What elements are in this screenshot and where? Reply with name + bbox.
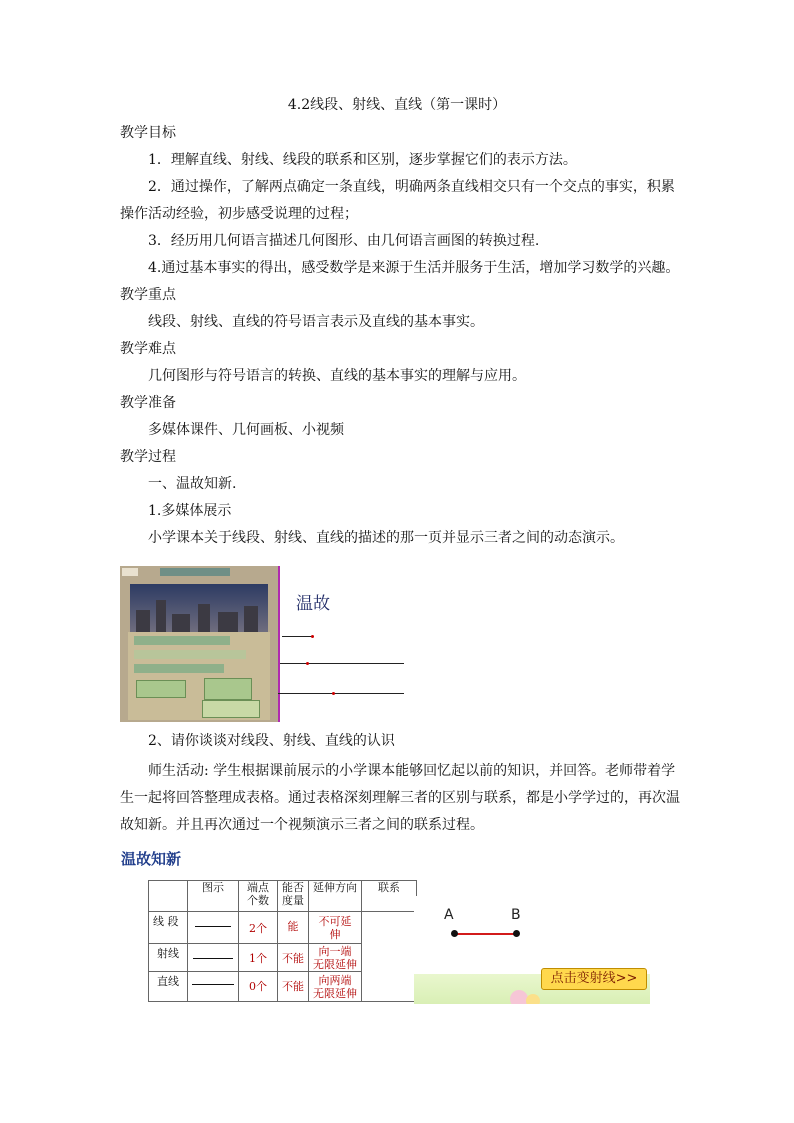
photo-text-strip [134,636,230,645]
straight-line [278,693,404,694]
line-point [332,692,335,695]
row-direction: 向一端 无限延伸 [309,944,362,972]
step-1-1: 1.多媒体展示 [148,503,232,519]
prep-text: 多媒体课件、几何画板、小视频 [148,422,344,438]
activity-line-2: 生一起将回答整理成表格。通过表格深刻理解三者的区别与联系，都是小学学过的，再次温 [120,790,680,806]
doc-title: 4.2线段、射线、直线（第一课时） [287,97,507,113]
goal-2a: 2．通过操作，了解两点确定一条直线，明确两条直线相交只有一个交点的事实，积累 [148,179,675,195]
photo-text-strip [134,650,246,659]
textbook-photo [120,566,278,722]
row-direction: 不可延 伸 [309,912,362,944]
row-measure: 不能 [278,972,309,1002]
ray-line [280,663,404,664]
row-endpoints: 1个 [239,944,278,972]
row-name: 直线 [149,972,188,1002]
segment-line [282,636,312,637]
key-text: 线段、射线、直线的符号语言表示及直线的基本事实。 [148,314,484,330]
point-b-label: B [511,907,521,923]
slide-title: 温故 [296,594,330,614]
diagram-line [188,972,239,1002]
point-a [451,930,458,937]
segment-endpoint [311,635,314,638]
diagram-ray [188,944,239,972]
activity-line-3: 故知新。并且再次通过一个视频演示三者之间的联系过程。 [120,817,484,833]
segment-ab [455,933,517,935]
diagram-segment [188,912,239,944]
row-endpoints: 0个 [239,972,278,1002]
animation-panel [414,896,650,1004]
row-measure: 能 [278,912,309,944]
slide-divider [278,566,280,722]
photo-speech-box [202,700,260,718]
photo-text-strip [134,664,224,673]
step-1: 一、温故知新. [148,476,237,492]
table-header-relation: 联系 [362,881,417,912]
goal-4: 4.通过基本事实的得出，感受数学是来源于生活并服务于生活，增加学习数学的兴趣。 [148,260,680,276]
row-name: 线 段 [149,912,188,944]
difficulty-text: 几何图形与符号语言的转换、直线的基本事实的理解与应用。 [148,368,526,384]
goal-1: 1．理解直线、射线、线段的联系和区别，逐步掌握它们的表示方法。 [148,152,577,168]
point-a-label: A [444,907,454,923]
comparison-table [148,880,417,1002]
photo-corner-label [122,568,138,576]
flower-decoration [526,994,540,1004]
table-heading: 温故知新 [121,850,182,868]
heading-difficulty: 教学难点 [120,341,176,357]
photo-page-header [160,568,230,576]
table-header-empty [149,881,188,912]
table-row [149,912,417,944]
photo-night-city [130,584,268,632]
row-name: 射线 [149,944,188,972]
goal-2b: 操作活动经验，初步感受说理的过程； [120,206,358,222]
relation-cell [362,912,417,1002]
to-ray-button[interactable]: 点击变射线>> [541,968,647,990]
heading-key: 教学重点 [120,287,176,303]
row-endpoints: 2个 [239,912,278,944]
ray-point [306,662,309,665]
table-header-measure: 能否 度量 [278,881,309,912]
table-header-direction: 延伸方向 [309,881,362,912]
row-measure: 不能 [278,944,309,972]
heading-process: 教学过程 [120,449,176,465]
activity-line-1: 师生活动: 学生根据课前展示的小学课本能够回忆起以前的知识，并回答。老师带着学 [148,763,676,779]
step-1-1-text: 小学课本关于线段、射线、直线的描述的那一页并显示三者之间的动态演示。 [148,530,624,546]
point-b [513,930,520,937]
goal-3: 3．经历用几何语言描述几何图形、由几何语言画图的转换过程. [148,233,540,249]
row-direction: 向两端 无限延伸 [309,972,362,1002]
heading-goals: 教学目标 [120,125,176,141]
step-2: 2、请你谈谈对线段、射线、直线的认识 [148,733,395,749]
heading-prep: 教学准备 [120,395,176,411]
table-header-diagram: 图示 [188,881,239,912]
table-header-endpoints: 端点 个数 [239,881,278,912]
photo-speech-box [204,678,252,700]
photo-speech-box [136,680,186,698]
